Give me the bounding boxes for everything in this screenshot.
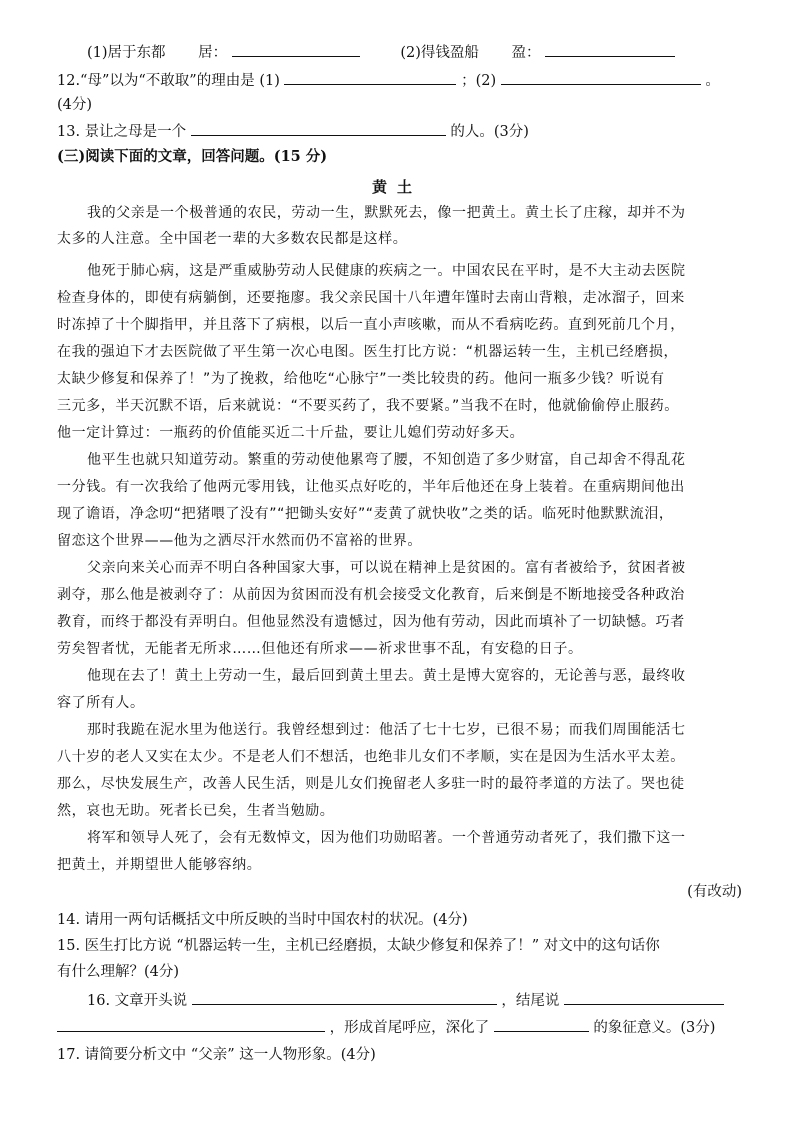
article-line: 那么，尽快发展生产，改善人民生活，则是儿女们挽留老人多驻一时的最符孝道的方法了。哭也徒 bbox=[57, 776, 685, 792]
article-line: 在我的强迫下才去医院做了平生第一次心电图。医生打比方说：“机器运转一生，主机已经磨损， bbox=[57, 344, 679, 360]
q11-blank1[interactable] bbox=[232, 42, 360, 57]
q16-blank2[interactable] bbox=[564, 990, 724, 1005]
q16-line2 bbox=[57, 1017, 742, 1038]
q16-line1 bbox=[57, 990, 742, 1011]
q16-start: 16. 文章开头说 bbox=[87, 993, 188, 1009]
article-line: 那时我跪在泥水里为他送行。我曾经想到过：他活了七十七岁，已很不易；而我们周围能活七 bbox=[87, 722, 686, 738]
article-line: 太缺少修复和保养了！”为了挽救，给他吃“心脉宁”一类比较贵的药。他问一瓶多少钱？听说有 bbox=[57, 371, 665, 387]
q11-label2: 盈： bbox=[511, 45, 541, 61]
article-line: 他现在去了！黄土上劳动一生，最后回到黄土里去。黄土是博大宽容的，无论善与恶，最终收 bbox=[87, 668, 686, 684]
article-line: 然，哀也无助。死者长已矣，生者当勉励。 bbox=[57, 803, 335, 819]
article-line: 时冻掉了十个脚指甲，并且落下了病根，以后一直小声咳嗽，而从不看病吃药。直到死前几个月， bbox=[57, 317, 685, 333]
article-line: 把黄土，并期望世人能够容纳。 bbox=[57, 857, 262, 873]
q12-end: 。 bbox=[705, 73, 720, 89]
q16-end: 的象征意义。(3分) bbox=[593, 1020, 716, 1036]
q13-text: 13. 景让之母是一个 bbox=[57, 124, 187, 140]
article-line: 将军和领导人死了，会有无数悼文，因为他们功勋昭著。一个普通劳动者死了，我们撒下这一 bbox=[87, 830, 686, 846]
article-title: 黄土 bbox=[371, 178, 422, 196]
article-line: 我的父亲是一个极普通的农民，劳动一生，默默死去，像一把黄土。黄土长了庄稼，却并不为 bbox=[87, 205, 686, 221]
q12-blank1[interactable] bbox=[284, 70, 456, 85]
article-line: 他一定计算过：一瓶药的价值能买近二十斤盐，要让儿媳们劳动好多天。 bbox=[57, 425, 525, 441]
q13-line bbox=[57, 121, 742, 142]
article-line: 留恋这个世界——他为之洒尽汗水然而仍不富裕的世界。 bbox=[57, 533, 422, 549]
article-note: (有改动) bbox=[687, 884, 742, 900]
q11-blank2[interactable] bbox=[545, 42, 675, 57]
article-line: 剥夺，那么他是被剥夺了：从前因为贫困而没有机会接受文化教育，后来倒是不断地接受各种政治 bbox=[57, 587, 685, 603]
q17-text: 17. 请简要分析文中 “父亲” 这一人物形象。(4分) bbox=[57, 1047, 376, 1063]
q13-end: 的人。(3分) bbox=[450, 124, 529, 140]
article-line: 一分钱。有一次我给了他两元零用钱，让他买点好吃的，半年后他还在身上装着。在重病期间他出 bbox=[57, 479, 685, 495]
section3-heading: (三)阅读下面的文章，回答问题。(15 分) bbox=[57, 148, 328, 165]
article-line: 三元多，半天沉默不语，后来就说：“不要买药了，我不要紧。”当我不在时，他就偷偷停止服药。 bbox=[57, 398, 679, 414]
q11-item1: (1)居于东都 bbox=[87, 45, 166, 61]
q11-items bbox=[57, 42, 742, 63]
q11-label1: 居： bbox=[198, 45, 228, 61]
q15-line2: 有什么理解？(4分) bbox=[57, 964, 180, 980]
q11-item2: (2)得钱盈船 bbox=[400, 45, 479, 61]
article-line: 劳矣智者忧，无能者无所求……但他还有所求——祈求世事不乱，有安稳的日子。 bbox=[57, 641, 583, 657]
article-line: 他死于肺心病，这是严重威胁劳动人民健康的疾病之一。中国农民在平时，是不大主动去医院 bbox=[87, 263, 686, 279]
q15-line1: 15. 医生打比方说 “机器运转一生，主机已经磨损，太缺少修复和保养了！” 对文中的这句话你 bbox=[57, 938, 660, 954]
q16-blank3[interactable] bbox=[57, 1017, 325, 1032]
article-line: 他平生也就只知道劳动。繁重的劳动使他累弯了腰，不知创造了多少财富，自己却舍不得乱花 bbox=[87, 452, 686, 468]
article-line: 教育，而终于都没有弄明白。但他显然没有遗憾过，因为他有劳动，因此而填补了一切缺憾。巧者 bbox=[57, 614, 685, 630]
q12-text: 12.“母”以为“不敢取”的理由是 (1) bbox=[57, 73, 280, 89]
article-line: 太多的人注意。全中国老一辈的大多数农民都是这样。 bbox=[57, 231, 408, 247]
q12-blank2[interactable] bbox=[501, 70, 701, 85]
q14-text: 14. 请用一两句话概括文中所反映的当时中国农村的状况。(4分) bbox=[57, 912, 468, 928]
q12-score: (4分) bbox=[57, 97, 93, 113]
article-line: 父亲向来关心而弄不明白各种国家大事，可以说在精神上是贫困的。富有者被给予，贫困者被 bbox=[87, 560, 686, 576]
article-line: 容了所有人。 bbox=[57, 695, 145, 711]
q16-mid2: ，形成首尾呼应，深化了 bbox=[329, 1020, 490, 1036]
q16-mid: ，结尾说 bbox=[501, 993, 560, 1009]
q16-blank1[interactable] bbox=[192, 990, 497, 1005]
article-line: 八十岁的老人又实在太少。不是老人们不想活，也绝非儿女们不孝顺，实在是因为生活水平太差。 bbox=[57, 749, 685, 765]
q16-blank4[interactable] bbox=[494, 1017, 589, 1032]
q12-line bbox=[57, 70, 742, 91]
article-line: 检查身体的，即使有病躺倒，还要拖廖。我父亲民国十八年遭年馑时去南山背粮，走冰溜子，回来 bbox=[57, 290, 685, 306]
q13-blank[interactable] bbox=[191, 121, 446, 136]
article-line: 现了谵语，净念叨“把猪喂了没有”“把锄头安好”“麦黄了就快收”之类的话。临死时他默默流泪， bbox=[57, 506, 674, 522]
q12-sep: ；(2) bbox=[461, 73, 497, 89]
